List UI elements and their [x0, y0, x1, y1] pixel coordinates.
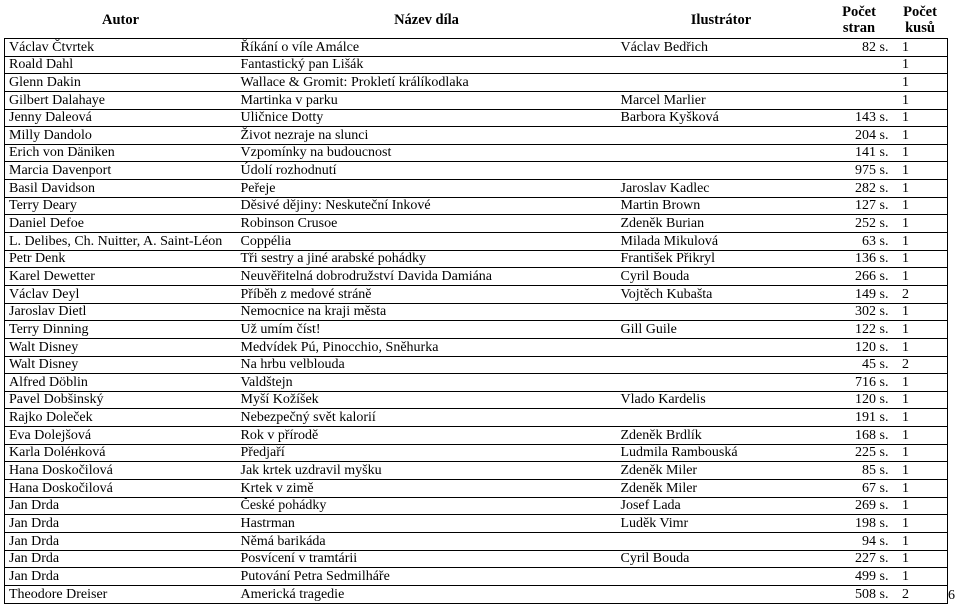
cell-nazev: Valdštejn	[237, 374, 617, 392]
page-number: 6	[948, 588, 955, 603]
table-row	[5, 215, 948, 233]
cell-ilustrator	[617, 585, 826, 603]
cell-ilustrator: Barbora Kyšková	[617, 109, 826, 127]
cell-pocet-kusu: 1	[893, 268, 948, 286]
cell-ilustrator	[617, 532, 826, 550]
cell-pocet-stran: 252 s.	[826, 215, 893, 233]
cell-ilustrator	[617, 303, 826, 321]
cell-nazev: Tři sestry a jiné arabské pohádky	[237, 250, 617, 268]
cell-nazev: Rok v přírodě	[237, 427, 617, 445]
cell-autor: Terry Deary	[5, 197, 237, 215]
cell-ilustrator: Josef Lada	[617, 497, 826, 515]
cell-pocet-stran: 716 s.	[826, 374, 893, 392]
cell-autor: Jaroslav Dietl	[5, 303, 237, 321]
cell-nazev: Jak krtek uzdravil myšku	[237, 462, 617, 480]
table-row	[5, 585, 948, 603]
cell-autor: Hana Doskočilová	[5, 462, 237, 480]
header-autor: Autor	[101, 12, 140, 28]
header-pocet-kusu: Počet kusů	[903, 4, 937, 36]
cell-ilustrator: Václav Bedřich	[617, 39, 826, 57]
cell-nazev: Putování Petra Sedmilháře	[237, 568, 617, 586]
table-row	[5, 127, 948, 145]
cell-autor: Václav Deyl	[5, 285, 237, 303]
cell-pocet-stran: 120 s.	[826, 338, 893, 356]
cell-ilustrator: Zdeněk Miler	[617, 462, 826, 480]
cell-pocet-stran: 85 s.	[826, 462, 893, 480]
cell-nazev: Medvídek Pú, Pinocchio, Sněhurka	[237, 338, 617, 356]
cell-nazev: Údolí rozhodnutí	[237, 162, 617, 180]
table-row	[5, 109, 948, 127]
cell-autor: Basil Davidson	[5, 180, 237, 198]
cell-pocet-kusu: 1	[893, 480, 948, 498]
cell-autor: Jenny Daleová	[5, 109, 237, 127]
cell-pocet-stran	[826, 91, 893, 109]
cell-pocet-kusu: 1	[893, 462, 948, 480]
cell-pocet-kusu: 1	[893, 568, 948, 586]
cell-autor: Roald Dahl	[5, 56, 237, 74]
table-row	[5, 250, 948, 268]
cell-nazev: Martinka v parku	[237, 91, 617, 109]
cell-pocet-stran: 508 s.	[826, 585, 893, 603]
cell-pocet-kusu: 1	[893, 127, 948, 145]
cell-autor: Petr Denk	[5, 250, 237, 268]
cell-nazev: Krtek v zimě	[237, 480, 617, 498]
cell-pocet-kusu: 1	[893, 56, 948, 74]
cell-pocet-stran: 204 s.	[826, 127, 893, 145]
table-row	[5, 233, 948, 251]
cell-pocet-kusu: 1	[893, 497, 948, 515]
cell-nazev: Život nezraje na slunci	[237, 127, 617, 145]
table-row	[5, 303, 948, 321]
table-row	[5, 56, 948, 74]
cell-pocet-stran: 168 s.	[826, 427, 893, 445]
cell-pocet-stran: 269 s.	[826, 497, 893, 515]
cell-ilustrator: Milada Mikulová	[617, 233, 826, 251]
cell-pocet-stran: 136 s.	[826, 250, 893, 268]
cell-pocet-stran: 198 s.	[826, 515, 893, 533]
table-row	[5, 409, 948, 427]
cell-autor: Jan Drda	[5, 515, 237, 533]
cell-pocet-kusu: 1	[893, 197, 948, 215]
cell-pocet-stran: 94 s.	[826, 532, 893, 550]
cell-ilustrator	[617, 356, 826, 374]
table-row	[5, 515, 948, 533]
cell-pocet-stran: 499 s.	[826, 568, 893, 586]
cell-autor: Terry Dinning	[5, 321, 237, 339]
cell-pocet-kusu: 1	[893, 250, 948, 268]
cell-pocet-stran: 225 s.	[826, 444, 893, 462]
header-pocet-stran: Počet stran	[842, 4, 876, 36]
table-row	[5, 444, 948, 462]
book-table	[4, 2, 948, 604]
cell-pocet-stran: 67 s.	[826, 480, 893, 498]
cell-autor: Gilbert Dalahaye	[5, 91, 237, 109]
cell-pocet-stran	[826, 74, 893, 92]
cell-pocet-kusu: 1	[893, 162, 948, 180]
cell-nazev: Neuvěřitelná dobrodružství Davida Damiána	[237, 268, 617, 286]
cell-pocet-kusu: 1	[893, 444, 948, 462]
cell-pocet-kusu: 1	[893, 374, 948, 392]
cell-ilustrator	[617, 74, 826, 92]
cell-autor: Hana Doskočilová	[5, 480, 237, 498]
cell-nazev: Nemocnice na kraji města	[237, 303, 617, 321]
cell-pocet-kusu: 2	[893, 585, 948, 603]
table-row	[5, 74, 948, 92]
cell-ilustrator	[617, 127, 826, 145]
header-ilustrator: Ilustrátor	[690, 12, 752, 28]
cell-ilustrator: Cyril Bouda	[617, 268, 826, 286]
cell-pocet-kusu: 1	[893, 74, 948, 92]
cell-pocet-stran: 143 s.	[826, 109, 893, 127]
cell-nazev: Říkání o víle Amálce	[237, 39, 617, 57]
cell-autor: Glenn Dakin	[5, 74, 237, 92]
cell-pocet-stran: 82 s.	[826, 39, 893, 57]
cell-pocet-kusu: 1	[893, 409, 948, 427]
table-row	[5, 162, 948, 180]
cell-pocet-kusu: 1	[893, 109, 948, 127]
cell-nazev: Myší Kožíšek	[237, 391, 617, 409]
cell-pocet-stran: 120 s.	[826, 391, 893, 409]
cell-autor: L. Delibes, Ch. Nuitter, A. Saint-Léon	[5, 233, 237, 251]
cell-autor: Marcia Davenport	[5, 162, 237, 180]
cell-autor: Walt Disney	[5, 338, 237, 356]
cell-ilustrator	[617, 56, 826, 74]
table-row	[5, 427, 948, 445]
cell-pocet-kusu: 1	[893, 233, 948, 251]
cell-pocet-stran: 282 s.	[826, 180, 893, 198]
cell-pocet-stran: 191 s.	[826, 409, 893, 427]
cell-nazev: Na hrbu velbloudа	[237, 356, 617, 374]
cell-ilustrator: Zdeněk Miler	[617, 480, 826, 498]
cell-pocet-kusu: 1	[893, 532, 948, 550]
table-row	[5, 197, 948, 215]
cell-nazev: Uličnice Dotty	[237, 109, 617, 127]
table-row	[5, 180, 948, 198]
cell-pocet-stran: 975 s.	[826, 162, 893, 180]
cell-nazev: Děsivé dějiny: Neskuteční Inkové	[237, 197, 617, 215]
cell-nazev: Němá barikáda	[237, 532, 617, 550]
cell-nazev: Wallace & Gromit: Prokletí králíkodlaka	[237, 74, 617, 92]
cell-pocet-kusu: 1	[893, 338, 948, 356]
cell-nazev: Fantastický pan Lišák	[237, 56, 617, 74]
cell-ilustrator: Vlado Kardelis	[617, 391, 826, 409]
cell-nazev: České pohádky	[237, 497, 617, 515]
cell-autor: Jan Drda	[5, 568, 237, 586]
cell-autor: Daniel Defoe	[5, 215, 237, 233]
cell-nazev: Coppélia	[237, 233, 617, 251]
cell-pocet-stran: 127 s.	[826, 197, 893, 215]
cell-pocet-kusu: 1	[893, 321, 948, 339]
cell-autor: Rajko Doleček	[5, 409, 237, 427]
cell-nazev: Příběh z medové stráně	[237, 285, 617, 303]
cell-autor: Walt Disney	[5, 356, 237, 374]
cell-pocet-stran: 45 s.	[826, 356, 893, 374]
table-row	[5, 480, 948, 498]
cell-pocet-kusu: 1	[893, 550, 948, 568]
cell-pocet-kusu: 1	[893, 144, 948, 162]
cell-autor: Theodore Dreiser	[5, 585, 237, 603]
table-row	[5, 144, 948, 162]
cell-autor: Milly Dandolo	[5, 127, 237, 145]
cell-ilustrator: Luděk Vimr	[617, 515, 826, 533]
cell-ilustrator: Zdeněk Burian	[617, 215, 826, 233]
table-row	[5, 39, 948, 57]
cell-nazev: Posvícení v tramtárii	[237, 550, 617, 568]
cell-ilustrator: Ludmila Rambouská	[617, 444, 826, 462]
cell-autor: Karel Dewetter	[5, 268, 237, 286]
table-row	[5, 497, 948, 515]
cell-nazev: Hastrman	[237, 515, 617, 533]
cell-autor: Alfred Döblin	[5, 374, 237, 392]
cell-pocet-kusu: 1	[893, 303, 948, 321]
table-row	[5, 321, 948, 339]
cell-pocet-kusu: 1	[893, 391, 948, 409]
cell-nazev: Vzpomínky na budoucnost	[237, 144, 617, 162]
cell-nazev: Peřeje	[237, 180, 617, 198]
cell-pocet-kusu: 1	[893, 91, 948, 109]
cell-nazev: Předjaří	[237, 444, 617, 462]
cell-nazev: Nebezpečný svět kalorií	[237, 409, 617, 427]
cell-ilustrator: Zdeněk Brdlík	[617, 427, 826, 445]
table-row	[5, 374, 948, 392]
cell-pocet-kusu: 1	[893, 180, 948, 198]
cell-pocet-kusu: 1	[893, 515, 948, 533]
cell-ilustrator	[617, 374, 826, 392]
cell-autor: Erich von Däniken	[5, 144, 237, 162]
cell-nazev: Americká tragedie	[237, 585, 617, 603]
cell-ilustrator: Jaroslav Kadlec	[617, 180, 826, 198]
table-row	[5, 268, 948, 286]
cell-pocet-stran: 266 s.	[826, 268, 893, 286]
cell-ilustrator: Cyril Bouda	[617, 550, 826, 568]
cell-nazev: Robinson Crusoe	[237, 215, 617, 233]
cell-ilustrator: Vojtěch Kubašta	[617, 285, 826, 303]
cell-pocet-kusu: 2	[893, 285, 948, 303]
cell-nazev: Už umím číst!	[237, 321, 617, 339]
table-header-row	[5, 2, 948, 39]
table-row	[5, 532, 948, 550]
cell-autor: Jan Drda	[5, 550, 237, 568]
cell-pocet-stran: 141 s.	[826, 144, 893, 162]
cell-pocet-kusu: 2	[893, 356, 948, 374]
cell-pocet-kusu: 1	[893, 427, 948, 445]
cell-ilustrator: Martin Brown	[617, 197, 826, 215]
cell-pocet-stran: 149 s.	[826, 285, 893, 303]
table-row	[5, 91, 948, 109]
cell-autor: Jan Drda	[5, 497, 237, 515]
table-row	[5, 391, 948, 409]
header-nazev: Název díla	[394, 12, 459, 28]
cell-pocet-kusu: 1	[893, 39, 948, 57]
cell-ilustrator	[617, 409, 826, 427]
cell-autor: Jan Drda	[5, 532, 237, 550]
cell-pocet-kusu: 1	[893, 215, 948, 233]
cell-autor: Eva Dolejšová	[5, 427, 237, 445]
table-row	[5, 285, 948, 303]
cell-autor: Karla Doléнková	[5, 444, 237, 462]
cell-pocet-stran: 227 s.	[826, 550, 893, 568]
cell-ilustrator	[617, 144, 826, 162]
cell-pocet-stran: 122 s.	[826, 321, 893, 339]
cell-ilustrator: František Přikryl	[617, 250, 826, 268]
table-row	[5, 568, 948, 586]
cell-ilustrator	[617, 568, 826, 586]
table-row	[5, 550, 948, 568]
cell-autor: Václav Čtvrtek	[5, 39, 237, 57]
table-row	[5, 462, 948, 480]
table-row	[5, 338, 948, 356]
cell-pocet-stran	[826, 56, 893, 74]
table-row	[5, 356, 948, 374]
cell-ilustrator	[617, 162, 826, 180]
cell-ilustrator	[617, 338, 826, 356]
cell-pocet-stran: 63 s.	[826, 233, 893, 251]
cell-autor: Pavel Dobšinský	[5, 391, 237, 409]
cell-ilustrator: Marcel Marlier	[617, 91, 826, 109]
cell-pocet-stran: 302 s.	[826, 303, 893, 321]
cell-ilustrator: Gill Guile	[617, 321, 826, 339]
